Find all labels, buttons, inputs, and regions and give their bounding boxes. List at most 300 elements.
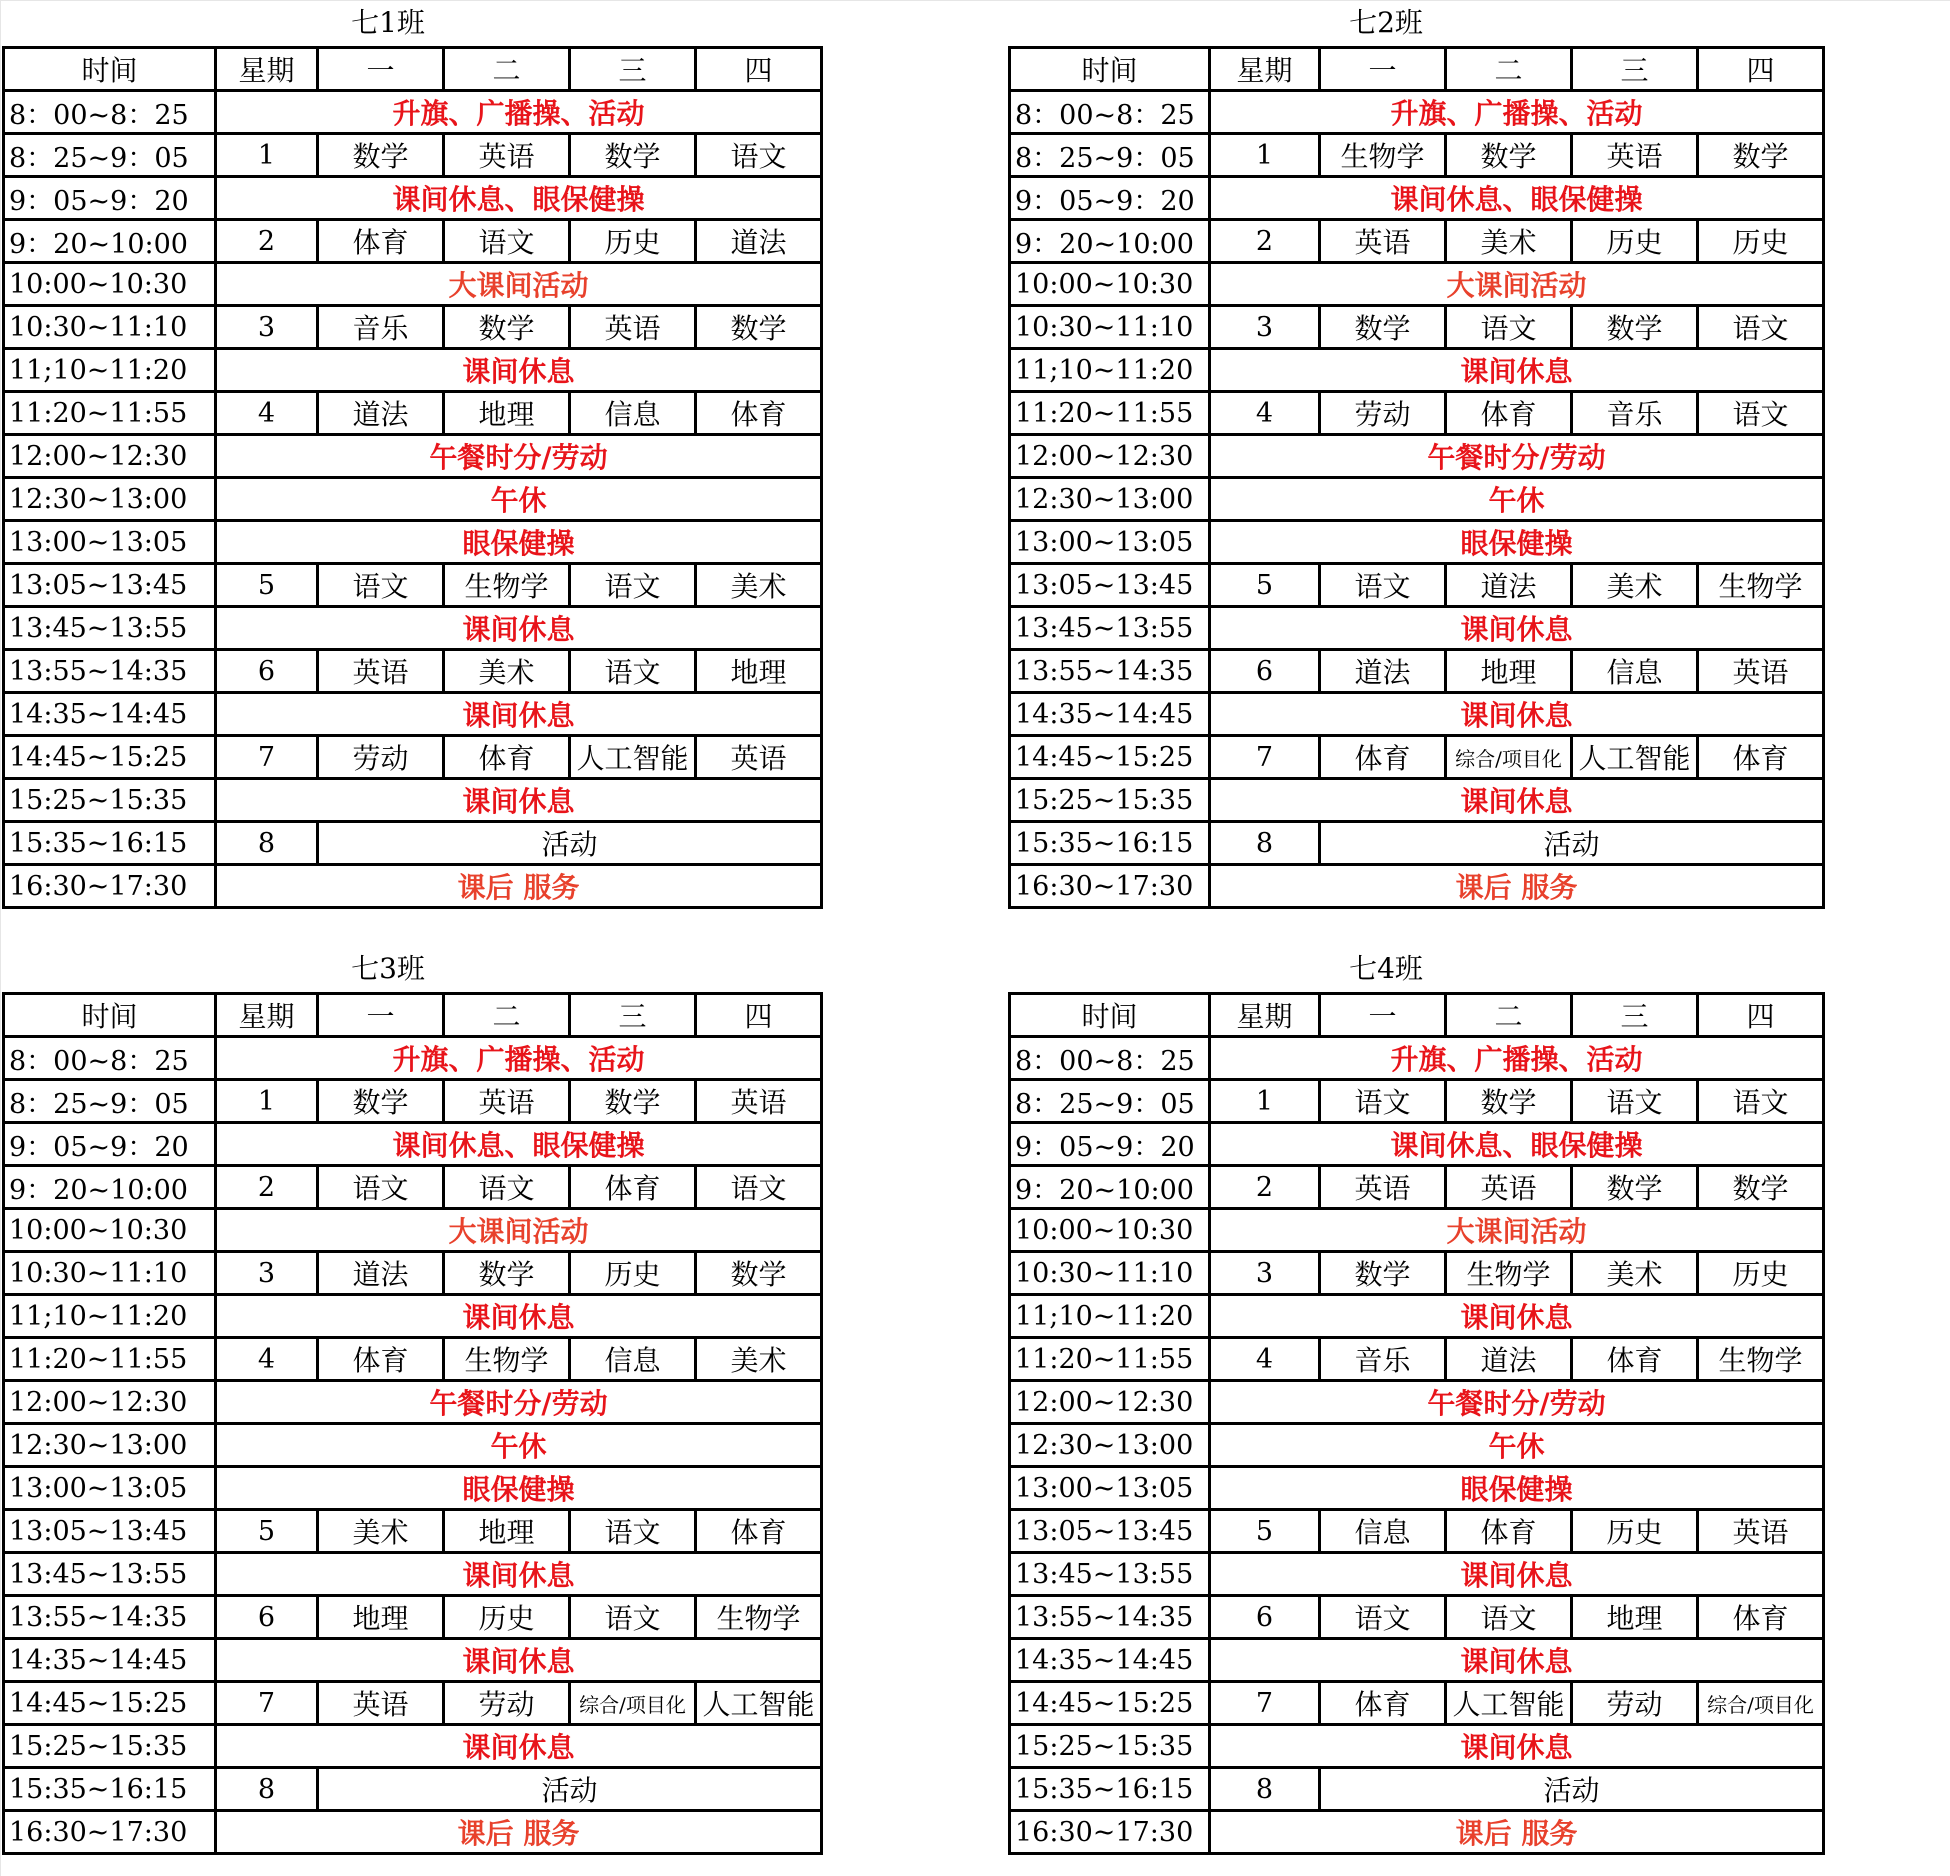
time-slot[interactable]: 13:05~13:45 [4,564,216,607]
subject-cell[interactable]: 语文 [1320,1596,1446,1639]
time-slot[interactable]: 13:45~13:55 [4,1553,216,1596]
subject-cell[interactable]: 语文 [570,1510,696,1553]
subject-cell[interactable]: 英语 [444,1080,570,1123]
time-slot[interactable]: 9：20~10:00 [4,220,216,263]
subject-cell[interactable]: 英语 [1446,1166,1572,1209]
time-slot[interactable]: 12:30~13:00 [1010,1424,1210,1467]
break-label[interactable]: 升旗、广播操、活动 [1210,91,1824,134]
time-slot[interactable]: 8：25~9：05 [4,1080,216,1123]
time-slot[interactable]: 10:00~10:30 [1010,263,1210,306]
break-label[interactable]: 课间休息、眼保健操 [1210,177,1824,220]
schedule-row [1010,1080,1824,1123]
period-number[interactable]: 6 [1210,650,1320,693]
subject-cell[interactable]: 体育 [1320,736,1446,779]
period-number[interactable]: 8 [1210,1768,1320,1811]
subject-cell[interactable]: 生物学 [696,1596,822,1639]
period-number[interactable]: 2 [1210,1166,1320,1209]
period-number[interactable]: 7 [1210,1682,1320,1725]
schedule-row [4,220,822,263]
subject-cell[interactable]: 生物学 [1320,134,1446,177]
subject-cell[interactable]: 生物学 [444,1338,570,1381]
subject-cell[interactable]: 道法 [318,392,444,435]
break-label[interactable]: 课间休息 [1210,349,1824,392]
time-slot[interactable]: 14:35~14:45 [4,1639,216,1682]
subject-cell[interactable]: 道法 [696,220,822,263]
period-number[interactable]: 4 [1210,392,1320,435]
break-label[interactable]: 课后 服务 [216,865,822,908]
time-slot[interactable]: 10:30~11:10 [4,1252,216,1295]
period-number[interactable]: 7 [216,736,318,779]
activity-cell[interactable]: 活动 [318,1768,822,1811]
day-header[interactable]: 一 [318,994,444,1037]
subject-cell[interactable]: 英语 [570,306,696,349]
subject-cell[interactable]: 美术 [1572,1252,1698,1295]
subject-cell[interactable]: 美术 [696,1338,822,1381]
header-row [1010,994,1824,1037]
subject-cell[interactable]: 生物学 [1698,1338,1824,1381]
subject-cell[interactable]: 信息 [570,392,696,435]
subject-cell[interactable]: 语文 [1320,564,1446,607]
time-slot[interactable]: 13:55~14:35 [4,1596,216,1639]
time-slot[interactable]: 14:45~15:25 [1010,736,1210,779]
time-slot[interactable]: 15:25~15:35 [1010,1725,1210,1768]
time-slot[interactable]: 15:35~16:15 [4,1768,216,1811]
time-slot[interactable]: 8：25~9：05 [4,134,216,177]
break-label[interactable]: 课间休息、眼保健操 [216,177,822,220]
time-slot[interactable]: 10:00~10:30 [4,263,216,306]
subject-cell[interactable]: 语文 [1446,1596,1572,1639]
break-label[interactable]: 大课间活动 [1210,1209,1824,1252]
subject-cell[interactable]: 体育 [1320,1682,1446,1725]
subject-cell[interactable]: 信息 [570,1338,696,1381]
subject-cell[interactable]: 语文 [570,564,696,607]
subject-cell[interactable]: 美术 [444,650,570,693]
break-label[interactable]: 大课间活动 [216,263,822,306]
subject-cell[interactable]: 体育 [1446,1510,1572,1553]
time-slot[interactable]: 13:05~13:45 [4,1510,216,1553]
subject-cell[interactable]: 语文 [1698,1080,1824,1123]
time-slot[interactable]: 11:20~11:55 [4,1338,216,1381]
activity-cell[interactable]: 活动 [1320,822,1824,865]
time-slot[interactable]: 13:45~13:55 [1010,607,1210,650]
time-header[interactable]: 时间 [1010,994,1210,1037]
time-slot[interactable]: 15:25~15:35 [1010,779,1210,822]
period-number[interactable]: 5 [1210,564,1320,607]
subject-cell[interactable]: 美术 [1572,564,1698,607]
subject-cell[interactable]: 英语 [318,1682,444,1725]
subject-cell[interactable]: 地理 [318,1596,444,1639]
time-slot[interactable]: 11:20~11:55 [4,392,216,435]
subject-cell[interactable]: 体育 [1698,1596,1824,1639]
period-number[interactable]: 6 [1210,1596,1320,1639]
time-slot[interactable]: 9：05~9：20 [4,1123,216,1166]
time-slot[interactable]: 11;10~11:20 [4,349,216,392]
subject-cell[interactable]: 历史 [1698,220,1824,263]
period-number[interactable]: 8 [1210,822,1320,865]
break-label[interactable]: 午休 [216,1424,822,1467]
subject-cell[interactable]: 语文 [1572,1080,1698,1123]
subject-cell[interactable]: 历史 [444,1596,570,1639]
weekday-header[interactable]: 星期 [1210,994,1320,1037]
time-slot[interactable]: 13:45~13:55 [4,607,216,650]
period-number[interactable]: 8 [216,1768,318,1811]
schedule-row [1010,263,1824,306]
break-label[interactable]: 午餐时分/劳动 [1210,1381,1824,1424]
break-label[interactable]: 眼保健操 [1210,1467,1824,1510]
time-slot[interactable]: 13:00~13:05 [1010,1467,1210,1510]
time-header[interactable]: 时间 [1010,48,1210,91]
subject-cell[interactable]: 美术 [1446,220,1572,263]
time-slot[interactable]: 8：00~8：25 [1010,91,1210,134]
break-label[interactable]: 课间休息 [1210,1639,1824,1682]
break-label[interactable]: 课间休息 [1210,693,1824,736]
time-slot[interactable]: 14:35~14:45 [4,693,216,736]
subject-cell[interactable]: 英语 [1320,1166,1446,1209]
break-label[interactable]: 升旗、广播操、活动 [1210,1037,1824,1080]
time-slot[interactable]: 13:55~14:35 [1010,1596,1210,1639]
time-slot[interactable]: 12:00~12:30 [1010,435,1210,478]
subject-cell[interactable]: 数学 [570,1080,696,1123]
day-header[interactable]: 一 [318,48,444,91]
period-number[interactable]: 5 [216,564,318,607]
break-label[interactable]: 午餐时分/劳动 [216,435,822,478]
subject-cell[interactable]: 音乐 [1572,392,1698,435]
period-number[interactable]: 2 [216,220,318,263]
subject-cell[interactable]: 信息 [1320,1510,1446,1553]
period-number[interactable]: 1 [1210,134,1320,177]
subject-cell[interactable]: 数学 [696,306,822,349]
subject-cell[interactable]: 英语 [318,650,444,693]
subject-cell[interactable]: 英语 [444,134,570,177]
break-label[interactable]: 眼保健操 [1210,521,1824,564]
subject-cell[interactable]: 历史 [1698,1252,1824,1295]
time-slot[interactable]: 14:35~14:45 [1010,693,1210,736]
break-label[interactable]: 午休 [1210,1424,1824,1467]
period-number[interactable]: 1 [1210,1080,1320,1123]
break-label[interactable]: 大课间活动 [216,1209,822,1252]
time-slot[interactable]: 12:00~12:30 [1010,1381,1210,1424]
time-slot[interactable]: 13:55~14:35 [1010,650,1210,693]
subject-cell[interactable]: 语文 [570,1596,696,1639]
day-header[interactable]: 二 [1446,48,1572,91]
subject-cell[interactable]: 综合/项目化 [1698,1682,1824,1725]
day-header[interactable]: 三 [1572,994,1698,1037]
break-label[interactable]: 课间休息 [216,1295,822,1338]
subject-cell[interactable]: 信息 [1572,650,1698,693]
subject-cell[interactable]: 美术 [696,564,822,607]
break-label[interactable]: 课间休息 [216,779,822,822]
break-label[interactable]: 升旗、广播操、活动 [216,91,822,134]
subject-cell[interactable]: 数学 [1446,134,1572,177]
subject-cell[interactable]: 体育 [444,736,570,779]
subject-cell[interactable]: 体育 [696,392,822,435]
time-slot[interactable]: 9：05~9：20 [1010,1123,1210,1166]
period-number[interactable]: 3 [1210,1252,1320,1295]
subject-cell[interactable]: 数学 [1320,1252,1446,1295]
break-label[interactable]: 课间休息 [1210,1725,1824,1768]
day-header[interactable]: 四 [696,48,822,91]
subject-cell[interactable]: 地理 [444,392,570,435]
time-slot[interactable]: 11:20~11:55 [1010,392,1210,435]
day-header[interactable]: 四 [1698,48,1824,91]
time-slot[interactable]: 8：00~8：25 [1010,1037,1210,1080]
time-slot[interactable]: 15:25~15:35 [4,779,216,822]
time-slot[interactable]: 10:30~11:10 [4,306,216,349]
time-slot[interactable]: 13:05~13:45 [1010,564,1210,607]
period-number[interactable]: 8 [216,822,318,865]
day-header[interactable]: 一 [1320,48,1446,91]
time-slot[interactable]: 8：00~8：25 [4,91,216,134]
time-slot[interactable]: 9：20~10:00 [4,1166,216,1209]
time-slot[interactable]: 11;10~11:20 [4,1295,216,1338]
day-header[interactable]: 三 [1572,48,1698,91]
period-number[interactable]: 6 [216,1596,318,1639]
time-slot[interactable]: 10:30~11:10 [1010,306,1210,349]
break-label[interactable]: 课间休息、眼保健操 [1210,1123,1824,1166]
break-label[interactable]: 午餐时分/劳动 [1210,435,1824,478]
subject-cell[interactable]: 体育 [318,220,444,263]
break-label[interactable]: 课间休息 [216,1725,822,1768]
activity-cell[interactable]: 活动 [1320,1768,1824,1811]
break-label[interactable]: 眼保健操 [216,521,822,564]
subject-cell[interactable]: 数学 [318,134,444,177]
break-label[interactable]: 课间休息 [216,1639,822,1682]
weekday-header[interactable]: 星期 [216,994,318,1037]
period-number[interactable]: 7 [1210,736,1320,779]
day-header[interactable]: 二 [444,994,570,1037]
time-slot[interactable]: 14:45~15:25 [4,1682,216,1725]
subject-cell[interactable]: 人工智能 [1572,736,1698,779]
subject-cell[interactable]: 道法 [1320,650,1446,693]
break-label[interactable]: 课后 服务 [1210,1811,1824,1854]
time-slot[interactable]: 13:55~14:35 [4,650,216,693]
subject-cell[interactable]: 音乐 [1320,1338,1446,1381]
subject-cell[interactable]: 英语 [1698,650,1824,693]
class-title: 七2班 [1349,6,1423,39]
period-number[interactable]: 4 [1210,1338,1320,1381]
subject-cell[interactable]: 道法 [1446,1338,1572,1381]
time-slot[interactable]: 11;10~11:20 [1010,1295,1210,1338]
period-number[interactable]: 7 [216,1682,318,1725]
period-number[interactable]: 6 [216,650,318,693]
subject-cell[interactable]: 语文 [1320,1080,1446,1123]
period-number[interactable]: 4 [216,392,318,435]
subject-cell[interactable]: 美术 [318,1510,444,1553]
break-label[interactable]: 课间休息 [216,693,822,736]
time-header[interactable]: 时间 [4,48,216,91]
time-slot[interactable]: 13:05~13:45 [1010,1510,1210,1553]
subject-cell[interactable]: 数学 [570,134,696,177]
break-label[interactable]: 课后 服务 [1210,865,1824,908]
day-header[interactable]: 三 [570,994,696,1037]
subject-cell[interactable]: 生物学 [1446,1252,1572,1295]
subject-cell[interactable]: 生物学 [444,564,570,607]
subject-cell[interactable]: 数学 [318,1080,444,1123]
subject-cell[interactable]: 语文 [318,1166,444,1209]
subject-cell[interactable]: 数学 [1572,1166,1698,1209]
time-slot[interactable]: 13:00~13:05 [4,1467,216,1510]
day-header[interactable]: 二 [444,48,570,91]
break-label[interactable]: 课间休息 [1210,607,1824,650]
day-header[interactable]: 三 [570,48,696,91]
break-label[interactable]: 午休 [1210,478,1824,521]
period-number[interactable]: 3 [1210,306,1320,349]
time-slot[interactable]: 12:00~12:30 [4,1381,216,1424]
day-header[interactable]: 二 [1446,994,1572,1037]
break-label[interactable]: 课后 服务 [216,1811,822,1854]
subject-cell[interactable]: 数学 [1446,1080,1572,1123]
time-slot[interactable]: 15:35~16:15 [1010,822,1210,865]
subject-cell[interactable]: 音乐 [318,306,444,349]
period-number[interactable]: 3 [216,306,318,349]
schedule-row [4,1639,822,1682]
subject-cell[interactable]: 语文 [696,134,822,177]
subject-cell[interactable]: 体育 [1572,1338,1698,1381]
break-label[interactable]: 课间休息 [1210,1553,1824,1596]
time-slot[interactable]: 16:30~17:30 [1010,865,1210,908]
subject-cell[interactable]: 语文 [444,1166,570,1209]
subject-cell[interactable]: 英语 [696,1080,822,1123]
time-slot[interactable]: 15:35~16:15 [4,822,216,865]
period-number[interactable]: 5 [1210,1510,1320,1553]
subject-cell[interactable]: 历史 [570,220,696,263]
subject-cell[interactable]: 数学 [696,1252,822,1295]
time-slot[interactable]: 13:45~13:55 [1010,1553,1210,1596]
time-slot[interactable]: 12:30~13:00 [4,478,216,521]
subject-cell[interactable]: 体育 [696,1510,822,1553]
time-slot[interactable]: 13:00~13:05 [1010,521,1210,564]
break-label[interactable]: 课间休息 [216,349,822,392]
period-number[interactable]: 5 [216,1510,318,1553]
period-number[interactable]: 3 [216,1252,318,1295]
subject-cell[interactable]: 语文 [570,650,696,693]
subject-cell[interactable]: 人工智能 [570,736,696,779]
time-slot[interactable]: 8：00~8：25 [4,1037,216,1080]
subject-cell[interactable]: 劳动 [1572,1682,1698,1725]
day-header[interactable]: 一 [1320,994,1446,1037]
subject-cell[interactable]: 数学 [1698,1166,1824,1209]
subject-cell[interactable]: 数学 [444,306,570,349]
subject-cell[interactable]: 英语 [1698,1510,1824,1553]
time-slot[interactable]: 8：25~9：05 [1010,134,1210,177]
time-slot[interactable]: 9：20~10:00 [1010,220,1210,263]
subject-cell[interactable]: 语文 [1446,306,1572,349]
subject-cell[interactable]: 语文 [1698,392,1824,435]
subject-cell[interactable]: 人工智能 [696,1682,822,1725]
time-slot[interactable]: 8：25~9：05 [1010,1080,1210,1123]
period-number[interactable]: 1 [216,134,318,177]
time-slot[interactable]: 10:00~10:30 [1010,1209,1210,1252]
subject-cell[interactable]: 数学 [1572,306,1698,349]
time-slot[interactable]: 9：20~10:00 [1010,1166,1210,1209]
subject-cell[interactable]: 劳动 [318,736,444,779]
weekday-header[interactable]: 星期 [216,48,318,91]
subject-cell[interactable]: 地理 [1446,650,1572,693]
subject-cell[interactable]: 道法 [318,1252,444,1295]
subject-cell[interactable]: 英语 [696,736,822,779]
time-slot[interactable]: 12:00~12:30 [4,435,216,478]
subject-cell[interactable]: 英语 [1320,220,1446,263]
time-slot[interactable]: 11;10~11:20 [1010,349,1210,392]
subject-cell[interactable]: 体育 [318,1338,444,1381]
subject-cell[interactable]: 劳动 [444,1682,570,1725]
subject-cell[interactable]: 地理 [444,1510,570,1553]
subject-cell[interactable]: 地理 [1572,1596,1698,1639]
subject-cell[interactable]: 数学 [444,1252,570,1295]
break-label[interactable]: 大课间活动 [1210,263,1824,306]
time-slot[interactable]: 12:30~13:00 [4,1424,216,1467]
time-slot[interactable]: 14:45~15:25 [4,736,216,779]
period-number[interactable]: 2 [1210,220,1320,263]
break-label[interactable]: 课间休息 [1210,779,1824,822]
subject-cell[interactable]: 历史 [1572,1510,1698,1553]
break-label[interactable]: 眼保健操 [216,1467,822,1510]
subject-cell[interactable]: 体育 [1698,736,1824,779]
break-label[interactable]: 午餐时分/劳动 [216,1381,822,1424]
day-header[interactable]: 四 [1698,994,1824,1037]
break-label[interactable]: 课间休息 [1210,1295,1824,1338]
activity-cell[interactable]: 活动 [318,822,822,865]
time-slot[interactable]: 16:30~17:30 [4,1811,216,1854]
day-header[interactable]: 四 [696,994,822,1037]
break-label[interactable]: 课间休息 [216,1553,822,1596]
subject-cell[interactable]: 人工智能 [1446,1682,1572,1725]
period-number[interactable]: 2 [216,1166,318,1209]
schedule-row [1010,736,1824,779]
subject-cell[interactable]: 综合/项目化 [1446,736,1572,779]
subject-cell[interactable]: 语文 [1698,306,1824,349]
subject-cell[interactable]: 语文 [444,220,570,263]
schedule-row [1010,693,1824,736]
subject-cell[interactable]: 语文 [696,1166,822,1209]
subject-cell[interactable]: 体育 [1446,392,1572,435]
time-slot[interactable]: 15:25~15:35 [4,1725,216,1768]
time-slot[interactable]: 10:30~11:10 [1010,1252,1210,1295]
time-slot[interactable]: 16:30~17:30 [1010,1811,1210,1854]
time-slot[interactable]: 9：05~9：20 [1010,177,1210,220]
break-label[interactable]: 午休 [216,478,822,521]
subject-cell[interactable]: 劳动 [1320,392,1446,435]
subject-cell[interactable]: 数学 [1698,134,1824,177]
break-label[interactable]: 课间休息、眼保健操 [216,1123,822,1166]
subject-cell[interactable]: 生物学 [1698,564,1824,607]
subject-cell[interactable]: 地理 [696,650,822,693]
time-slot[interactable]: 14:35~14:45 [1010,1639,1210,1682]
time-slot[interactable]: 10:00~10:30 [4,1209,216,1252]
break-label[interactable]: 升旗、广播操、活动 [216,1037,822,1080]
time-slot[interactable]: 15:35~16:15 [1010,1768,1210,1811]
subject-cell[interactable]: 历史 [1572,220,1698,263]
time-header[interactable]: 时间 [4,994,216,1037]
time-slot[interactable]: 12:30~13:00 [1010,478,1210,521]
subject-cell[interactable]: 体育 [570,1166,696,1209]
subject-cell[interactable]: 综合/项目化 [570,1682,696,1725]
time-slot[interactable]: 13:00~13:05 [4,521,216,564]
subject-cell[interactable]: 语文 [318,564,444,607]
subject-cell[interactable]: 英语 [1572,134,1698,177]
weekday-header[interactable]: 星期 [1210,48,1320,91]
time-slot[interactable]: 11:20~11:55 [1010,1338,1210,1381]
time-slot[interactable]: 16:30~17:30 [4,865,216,908]
subject-cell[interactable]: 历史 [570,1252,696,1295]
period-number[interactable]: 1 [216,1080,318,1123]
period-number[interactable]: 4 [216,1338,318,1381]
time-slot[interactable]: 9：05~9：20 [4,177,216,220]
subject-cell[interactable]: 道法 [1446,564,1572,607]
subject-cell[interactable]: 数学 [1320,306,1446,349]
break-label[interactable]: 课间休息 [216,607,822,650]
time-slot[interactable]: 14:45~15:25 [1010,1682,1210,1725]
